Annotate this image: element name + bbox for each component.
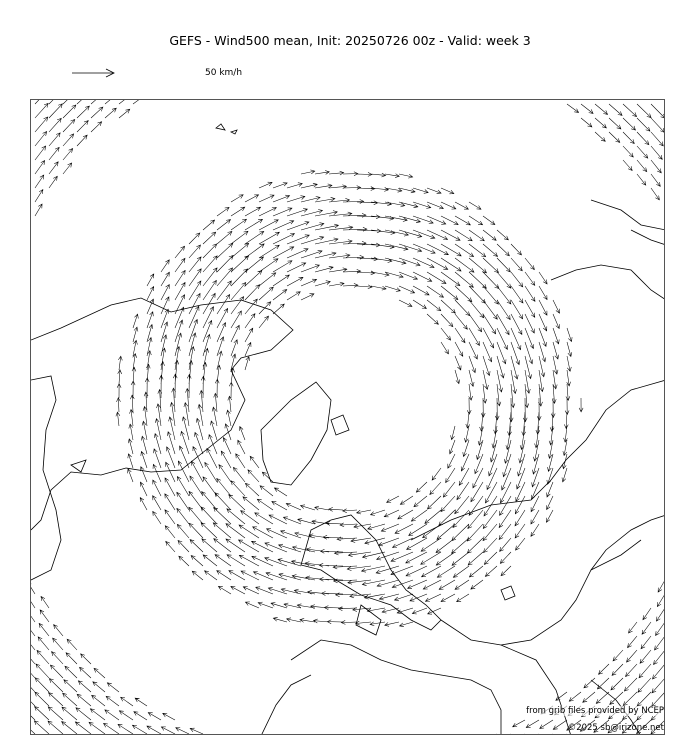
map-panel [30, 99, 665, 735]
chart-title: GEFS - Wind500 mean, Init: 20250726 00z - Valid: week 3 [169, 33, 531, 48]
data-source-credit: from grib files provided by NCEP [526, 706, 664, 716]
reference-wind-arrow [70, 66, 118, 80]
copyright-credit: ©2025 sb@irizone.net [567, 723, 664, 733]
wind-vector-map [31, 100, 665, 735]
wind-vectors [31, 100, 665, 735]
wind-arrow-field [31, 100, 665, 735]
reference-speed-label: 50 km/h [205, 68, 243, 78]
